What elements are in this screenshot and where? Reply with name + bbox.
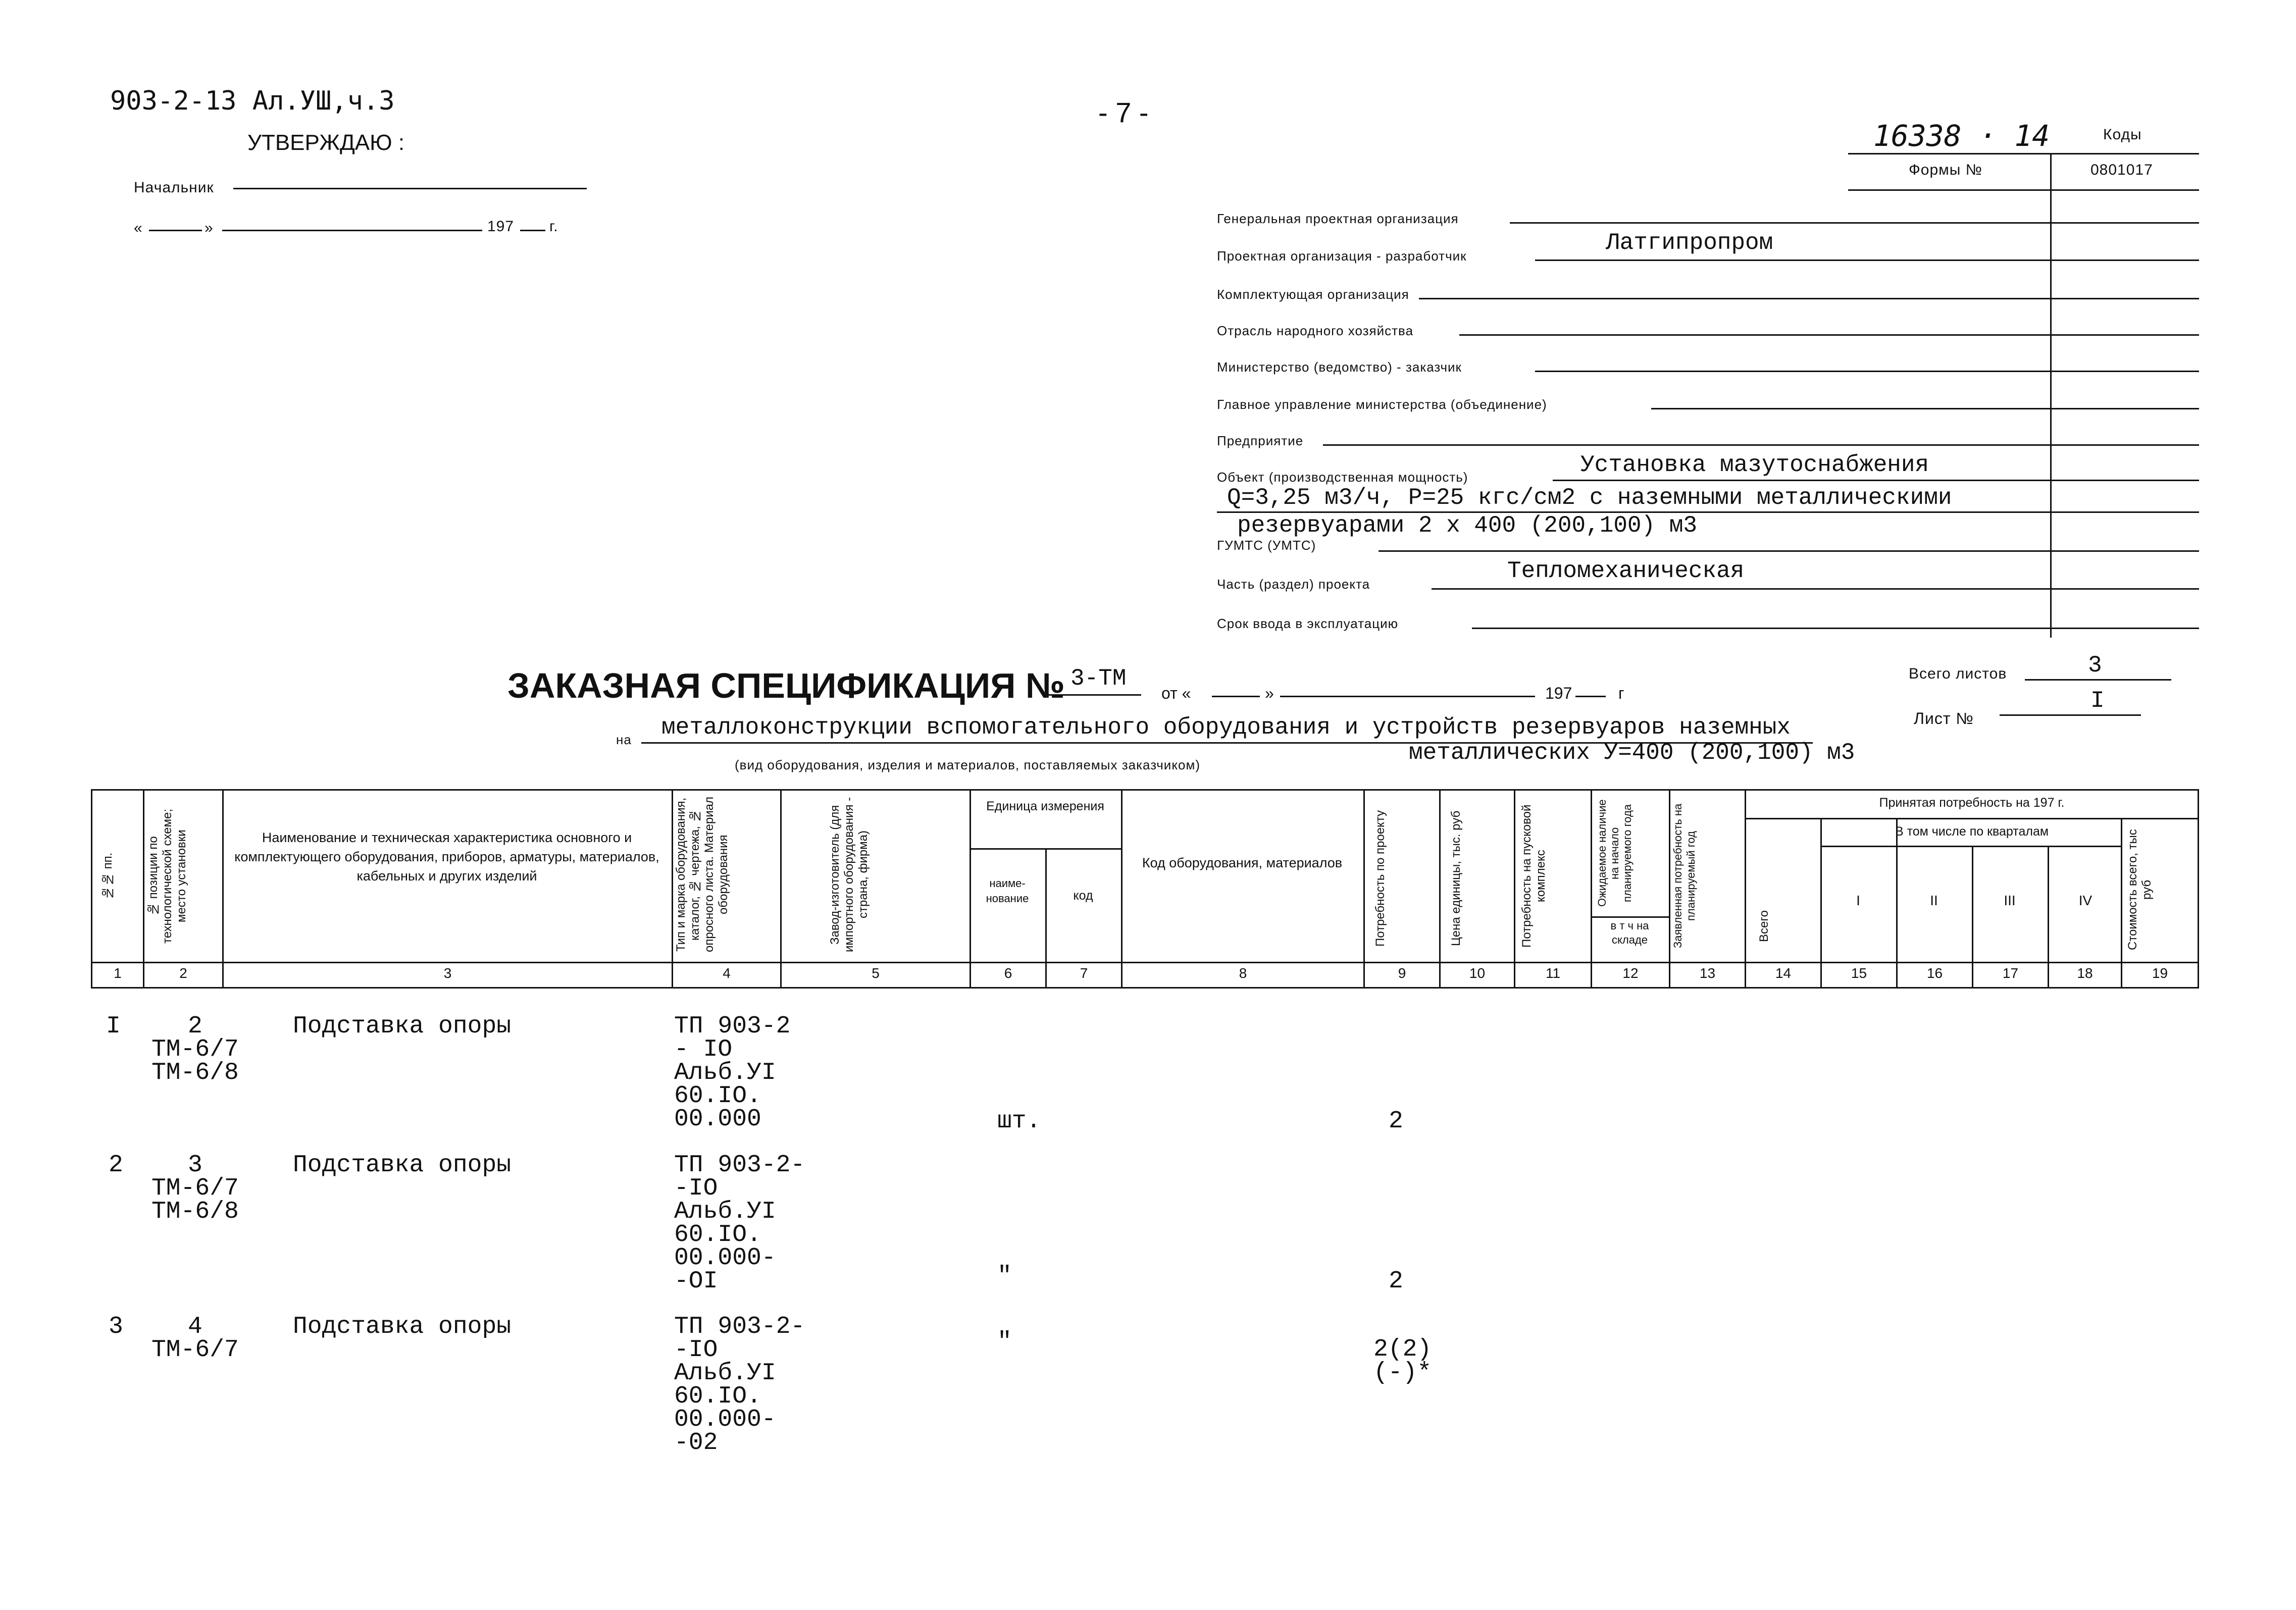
spec-number-line xyxy=(1043,694,1141,696)
col-divider xyxy=(2121,818,2122,987)
row-type: ТП 903-2- -IO Альб.УI 60.IO. 00.000- -02 xyxy=(674,1313,805,1457)
org-complete-label: Комплектующая организация xyxy=(1217,287,1409,302)
column-number: 5 xyxy=(872,965,880,981)
header-type: Тип и марка оборудования, каталог, № чертежа, № опросного листа. Материал оборудования xyxy=(674,797,730,953)
ministry-line xyxy=(1535,371,2199,372)
col-divider xyxy=(780,789,782,987)
row-number: 3 xyxy=(109,1313,123,1340)
row-quantity: 2 xyxy=(1389,1268,1403,1295)
project-part-line xyxy=(1432,588,2199,590)
title-year-label: 197 xyxy=(1545,684,1572,702)
project-part-value: Тепломеханическая xyxy=(1507,558,1745,584)
na-label: на xyxy=(616,732,632,747)
from-label: от « xyxy=(1161,684,1191,702)
from-day-line xyxy=(1212,696,1260,697)
year-line xyxy=(520,230,545,231)
column-number: 6 xyxy=(1004,965,1012,981)
col-divider xyxy=(222,789,224,987)
subject-line-1: металлоконструкции вспомогательного оборудования и устройств резервуаров наземных xyxy=(661,714,1791,741)
total-sheets-label: Всего листов xyxy=(1909,665,2007,682)
column-number: 12 xyxy=(1622,965,1639,981)
column-number: 11 xyxy=(1545,965,1561,981)
column-number: 7 xyxy=(1080,965,1088,981)
col-divider xyxy=(1514,789,1515,987)
table-numbers-rule xyxy=(91,962,2199,963)
project-part-label: Часть (раздел) проекта xyxy=(1217,577,1370,592)
enterprise-line xyxy=(1323,444,2199,446)
column-number: 18 xyxy=(2077,965,2093,981)
date-quote-open: « xyxy=(134,220,143,236)
column-number: 3 xyxy=(443,965,452,981)
header-project-need: Потребность по проекту xyxy=(1373,810,1387,947)
approve-label: УТВЕРЖДАЮ : xyxy=(247,130,405,155)
row-name: Подставка опоры xyxy=(293,1013,512,1040)
year-suffix: г. xyxy=(549,218,558,235)
row-unit: " xyxy=(997,1328,1012,1356)
header-num: №№ пп. xyxy=(101,852,115,900)
org-developer-line xyxy=(1535,259,2199,261)
sheet-line xyxy=(2000,714,2141,716)
org-general-label: Генеральная проектная организация xyxy=(1217,211,1459,226)
header-q4: IV xyxy=(2078,893,2093,908)
row-quantity: 2(2) (-)* xyxy=(1373,1336,1432,1386)
table-top-rule xyxy=(91,789,2199,791)
quarters-sub-rule xyxy=(1820,846,2121,847)
row-unit: шт. xyxy=(997,1108,1041,1135)
object-label: Объект (производственная мощность) xyxy=(1217,470,1468,485)
column-number: 13 xyxy=(1699,965,1716,981)
column-number: 1 xyxy=(114,965,122,981)
row-number: 2 xyxy=(109,1152,123,1179)
header-manufacturer: Завод-изготовитель (для импортного оборудования - страна, фирма) xyxy=(828,797,870,953)
col-divider xyxy=(1896,818,1898,987)
header-in-stock: в т ч на складе xyxy=(1610,919,1649,946)
chief-signature-line xyxy=(233,188,587,189)
row-position: 3 ТМ-6/7 ТМ-6/8 xyxy=(151,1152,239,1225)
column-number: 2 xyxy=(179,965,187,981)
sheet-value: I xyxy=(2090,688,2105,714)
column-number: 4 xyxy=(723,965,731,981)
col-divider xyxy=(143,789,144,987)
header-unit: Единица измерения xyxy=(986,799,1104,813)
header-quarters: В том числе по кварталам xyxy=(1895,824,2049,839)
total-sheets-value: 3 xyxy=(2088,652,2102,679)
header-name: Наименование и техническая характеристика основного и комплектующего оборудования, приборов, арматуры, материалов, кабельных и других изделий xyxy=(234,830,659,884)
gumts-label: ГУМТС (УМТС) xyxy=(1217,538,1316,553)
spec-title: ЗАКАЗНАЯ СПЕЦИФИКАЦИЯ № xyxy=(507,666,1065,705)
row-position: 2 ТМ-6/7 ТМ-6/8 xyxy=(151,1013,239,1086)
object-value-2: Q=3,25 м3/ч, Р=25 кгс/см2 с наземными металлическими xyxy=(1227,485,1952,511)
document-reference: 903-2-13 Ал.УШ,ч.3 xyxy=(110,86,395,116)
col-divider xyxy=(1439,789,1441,987)
industry-line xyxy=(1459,334,2199,336)
row-type: ТП 903-2 - IO Альб.УI 60.IO. 00.000 xyxy=(674,1013,791,1133)
form-handwritten-number: 16338 · 14 xyxy=(1873,119,2050,153)
col-divider xyxy=(2198,789,2199,987)
enterprise-label: Предприятие xyxy=(1217,433,1304,448)
column-number: 9 xyxy=(1398,965,1406,981)
stock-sub-rule xyxy=(1591,916,1669,918)
row-quantity: 2 xyxy=(1389,1108,1403,1135)
subject-line-2: металлических У=400 (200,100) м3 xyxy=(1409,740,1855,766)
year-label: 197 xyxy=(487,218,515,235)
column-number: 14 xyxy=(1775,965,1792,981)
form-code: 0801017 xyxy=(2090,162,2153,178)
col-divider xyxy=(1121,789,1123,987)
codes-form-rule xyxy=(1848,189,2199,191)
header-declared: Заявленная потребность на планируемый год xyxy=(1671,803,1697,949)
header-total-cost: Стоимость всего, тыс руб xyxy=(2126,829,2154,951)
row-number: I xyxy=(106,1013,121,1040)
accepted-sub-rule xyxy=(1745,818,2198,819)
column-number: 8 xyxy=(1239,965,1247,981)
header-q2: II xyxy=(1930,893,1938,908)
col-divider xyxy=(1363,789,1365,987)
col-divider xyxy=(1669,789,1670,987)
header-q3: III xyxy=(2004,893,2016,908)
org-developer-label: Проектная организация - разработчик xyxy=(1217,248,1467,264)
column-number: 10 xyxy=(1469,965,1486,981)
month-line xyxy=(222,230,482,231)
table-bottom-rule xyxy=(91,987,2199,989)
col-divider xyxy=(970,789,971,987)
subject-caption: (вид оборудования, изделия и материалов, поставляемых заказчиком) xyxy=(735,757,1200,772)
row-name: Подставка опоры xyxy=(293,1313,512,1340)
col-divider xyxy=(672,789,673,987)
gumts-line xyxy=(1379,550,2199,552)
directorate-line xyxy=(1651,408,2199,409)
spec-number: 3-ТМ xyxy=(1070,665,1127,692)
org-complete-line xyxy=(1419,298,2199,299)
directorate-label: Главное управление министерства (объединение) xyxy=(1217,397,1547,412)
ministry-label: Министерство (ведомство) - заказчик xyxy=(1217,359,1462,375)
column-number: 19 xyxy=(2152,965,2168,981)
header-startup-need: Потребность на пусковой комплекс xyxy=(1520,804,1548,948)
codes-divider xyxy=(2050,153,2052,638)
header-unit-price: Цена единицы, тыс. руб xyxy=(1449,810,1463,947)
header-position: № позиции по технологической схеме; место установки xyxy=(146,808,188,944)
object-line xyxy=(1553,480,2199,481)
from-close: » xyxy=(1265,684,1274,702)
org-developer-value: Латгипропром xyxy=(1606,230,1773,256)
date-quote-close: » xyxy=(205,220,214,236)
title-year-line xyxy=(1575,696,1606,697)
header-unit-name: наиме-нование xyxy=(986,877,1029,905)
total-sheets-line xyxy=(2025,679,2171,681)
codes-label: Коды xyxy=(2103,126,2142,143)
header-accepted: Принятая потребность на 197 г. xyxy=(1879,796,2065,810)
unit-sub-rule xyxy=(970,848,1121,850)
org-general-line xyxy=(1510,222,2199,224)
object-value: Установка мазутоснабжения xyxy=(1580,452,1929,478)
column-number: 17 xyxy=(2002,965,2019,981)
commissioning-line xyxy=(1472,628,2199,629)
column-number: 15 xyxy=(1851,965,1867,981)
industry-label: Отрасль народного хозяйства xyxy=(1217,323,1414,338)
row-name: Подставка опоры xyxy=(293,1152,512,1179)
col-divider xyxy=(1591,789,1592,987)
header-unit-code: код xyxy=(1073,889,1093,903)
row-position: 4 ТМ-6/7 xyxy=(151,1313,239,1364)
header-q1: I xyxy=(1856,893,1860,908)
header-total: Всего xyxy=(1757,910,1771,943)
col-divider xyxy=(1820,818,1822,987)
object-value-3: резервуарами 2 х 400 (200,100) м3 xyxy=(1237,512,1697,539)
title-year-suffix: г xyxy=(1618,684,1624,702)
day-line xyxy=(149,230,202,231)
header-equipment-code: Код оборудования, материалов xyxy=(1142,855,1343,870)
row-type: ТП 903-2- -IO Альб.УI 60.IO. 00.000- -OI xyxy=(674,1152,805,1295)
page-number: - 7 - xyxy=(1098,96,1149,128)
row-unit: " xyxy=(997,1263,1012,1290)
form-label: Формы № xyxy=(1909,162,1982,178)
column-number: 16 xyxy=(1926,965,1943,981)
sheet-label: Лист № xyxy=(1914,709,1974,728)
codes-top-rule xyxy=(1848,153,2199,154)
commissioning-label: Срок ввода в эксплуатацию xyxy=(1217,616,1399,631)
col-divider xyxy=(91,789,92,987)
from-month-line xyxy=(1280,696,1535,697)
chief-label: Начальник xyxy=(134,179,214,196)
header-expected: Ожидаемое наличие на начало планируемого года xyxy=(1596,799,1634,907)
